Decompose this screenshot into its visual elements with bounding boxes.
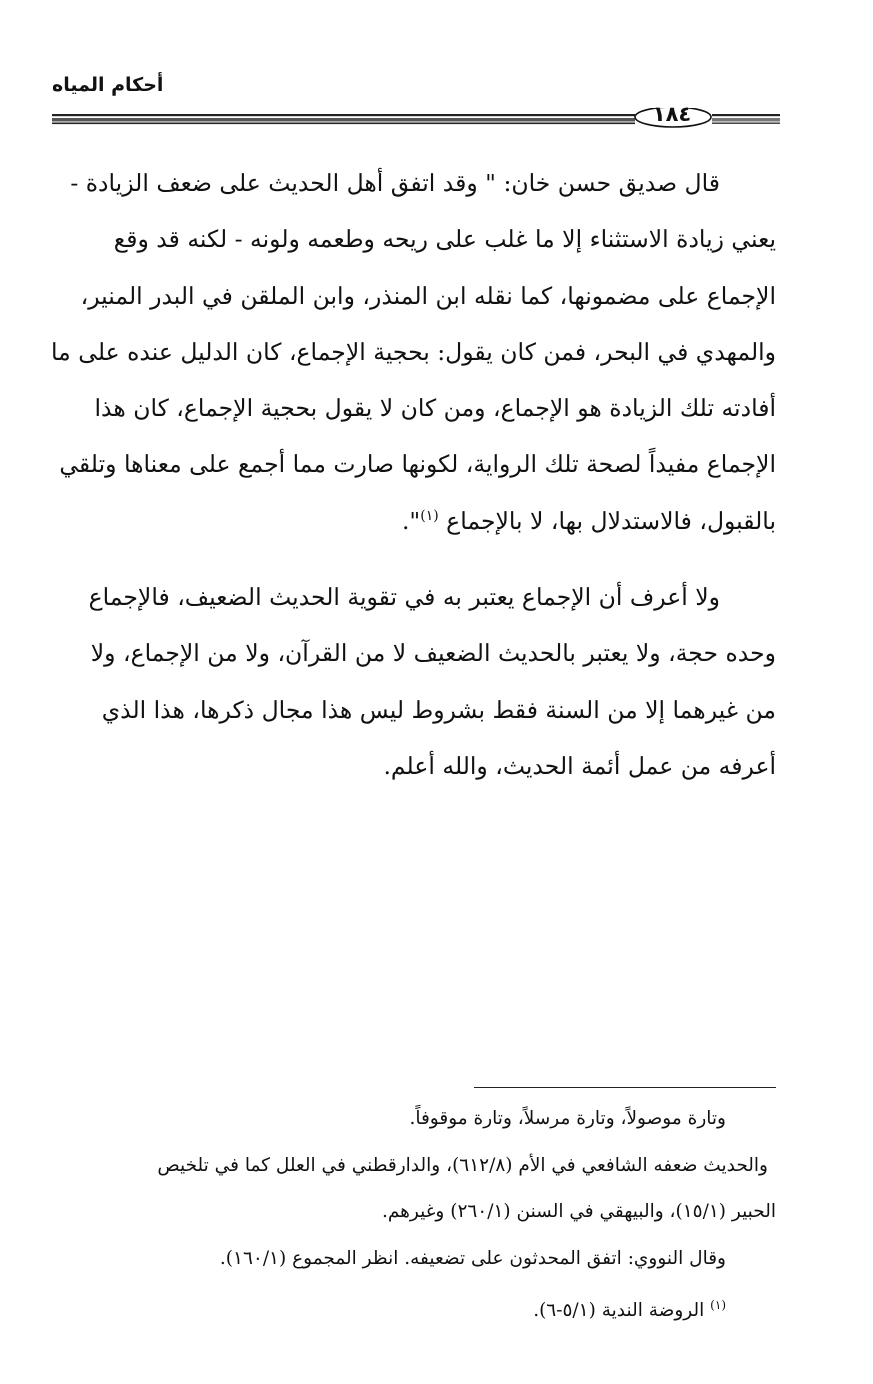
footnote-number: (١) — [710, 1298, 726, 1312]
main-text — [48, 155, 776, 794]
footnote-reference[interactable]: (١) — [420, 507, 439, 524]
text-line: الإجماع مفيداً لصحة تلك الرواية، لكونها صارت مما أجمع على معناها وتلقي — [59, 450, 776, 479]
text-line: قال صديق حسن خان: " وقد اتفق أهل الحديث على ضعف الزيادة - — [70, 169, 720, 197]
page-number: ١٨٤ — [652, 102, 692, 126]
text-line: ولا أعرف أن الإجماع يعتبر به في تقوية الحديث الضعيف، فالإجماع — [88, 583, 720, 612]
text-line: الإجماع على مضمونها، كما نقله ابن المنذر، وابن الملقن في البدر المنير، — [80, 281, 776, 310]
footnote-line: والحديث ضعفه الشافعي في الأم (٦١٢/٨)، والدارقطني في العلل كما في تلخيص — [157, 1154, 768, 1176]
text-line-last — [48, 493, 776, 549]
text-line: أعرفه من عمل أئمة الحديث، والله أعلم. — [383, 751, 776, 780]
paragraph-2 — [48, 569, 776, 794]
footnote-separator — [474, 1087, 776, 1088]
footnotes — [60, 1096, 776, 1335]
text-line-content: بالقبول، فالاستدلال بها، لا بالإجماع — [446, 506, 776, 535]
running-title: أحكام المياه — [52, 74, 164, 96]
paragraph-1 — [48, 155, 776, 549]
text-line: من غيرهما إلا من السنة فقط بشروط ليس هذا مجال ذكرها، هذا الذي — [101, 695, 776, 724]
text-line: يعني زيادة الاستثناء إلا ما غلب على ريحه وطعمه ولونه - لكنه قد وقع — [113, 225, 776, 254]
footnote-line: وتارة موصولاً، وتارة مرسلاً، وتارة موقوفاً. — [409, 1108, 726, 1129]
closing-quote: ". — [401, 506, 421, 535]
footnote-line: الحبير (١٥/١)، والبيهقي في السنن (٢٦٠/١) وغيرهم. — [381, 1201, 776, 1222]
text-line: أفادته تلك الزيادة هو الإجماع، ومن كان لا يقول بحجية الإجماع، كان هذا — [94, 394, 776, 423]
text-line: وحده حجة، ولا يعتبر بالحديث الضعيف لا من القرآن، ولا من الإجماع، ولا — [90, 639, 776, 668]
text-line: والمهدي في البحر، فمن كان يقول: بحجية الإجماع، كان الدليل عنده على ما — [51, 337, 776, 366]
footnote-line: وقال النووي: اتفق المحدثون على تضعيفه. انظر المجموع (١٦٠/١). — [219, 1247, 726, 1269]
footnote-1 — [60, 1282, 776, 1335]
footnote-text: الروضة الندية (٥/١-٦). — [533, 1300, 705, 1322]
